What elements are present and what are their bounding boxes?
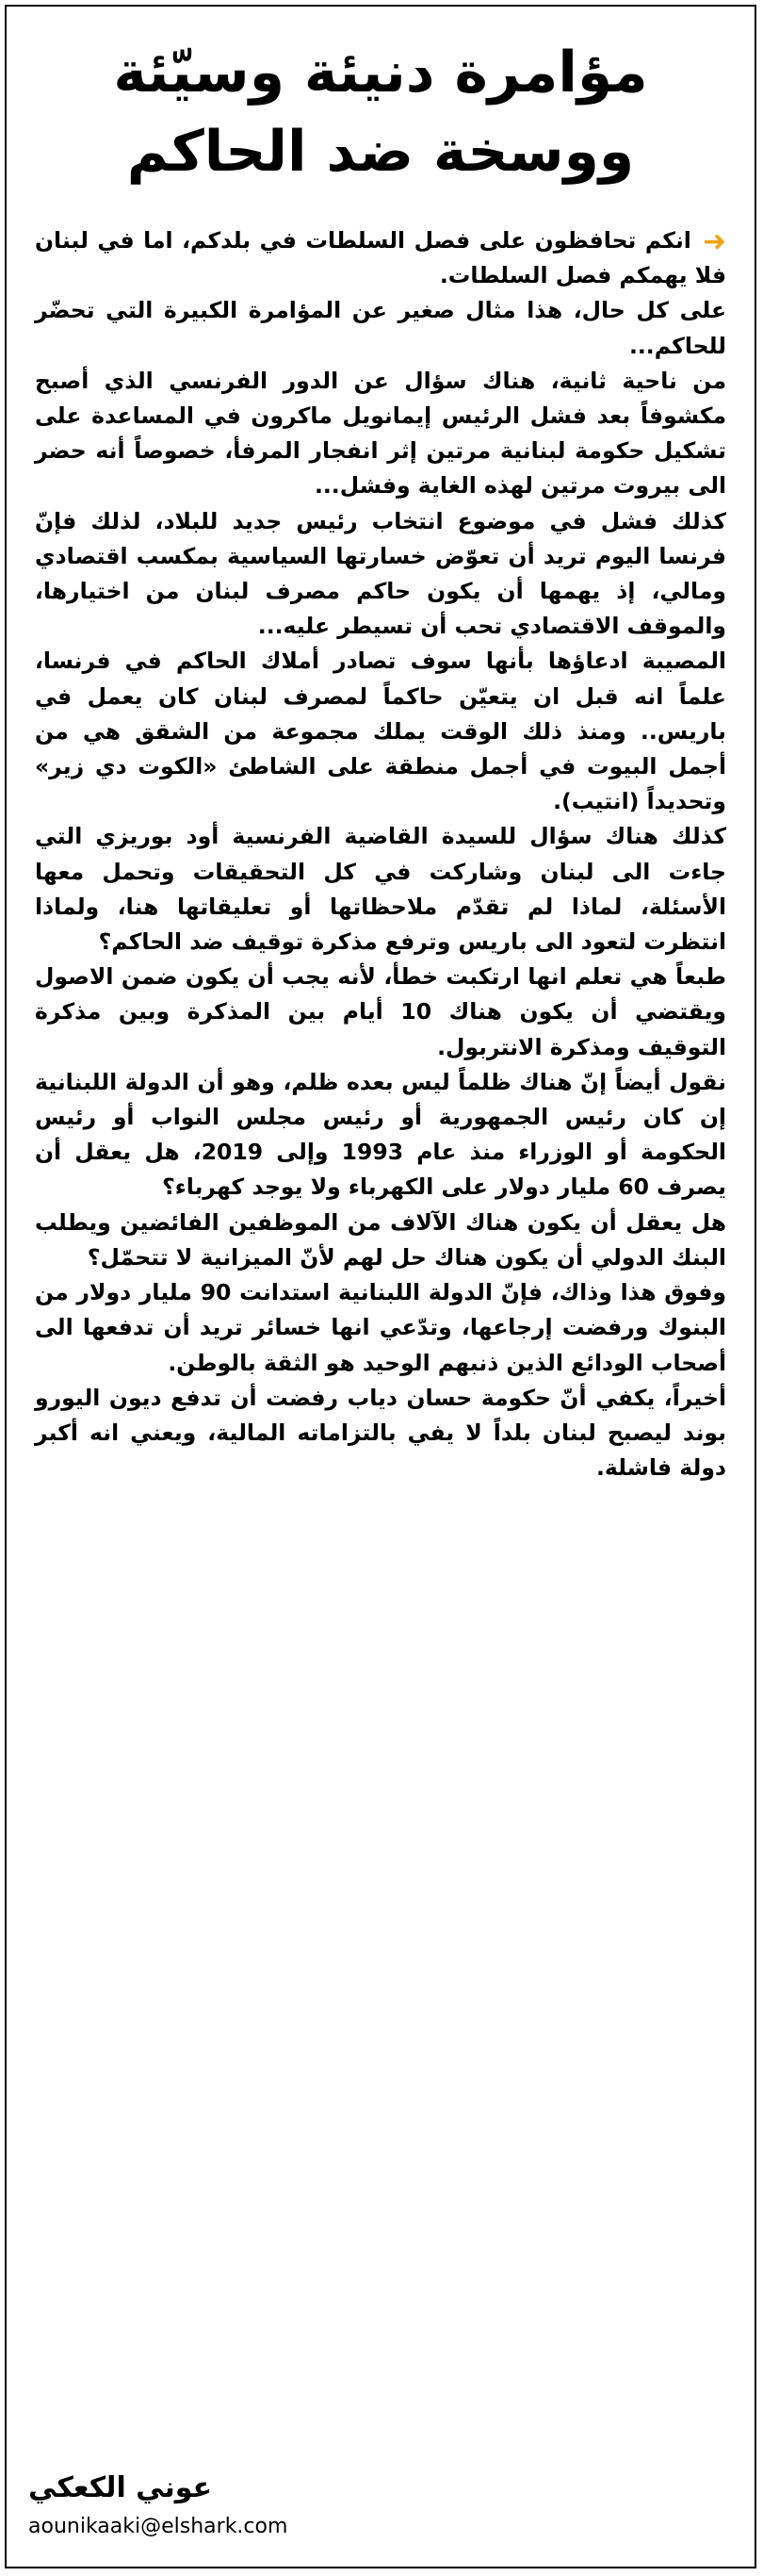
paragraph-text: انكم تحافظون على فصل السلطات في بلدكم، اما في لبنان فلا يهمكم فصل السلطات. [35,227,726,289]
paragraph-2: على كل حال، هذا مثال صغير عن المؤامرة الكبيرة التي تحضّر للحاكم... [35,297,726,359]
paragraph-3: من ناحية ثانية، هناك سؤال عن الدور الفرنسي الذي أصبح مكشوفاً بعد فشل الرئيس إيمانويل ماكرون في المساعدة على تشكيل حكومة لبنانية مرتين إثر انفجار المرفأ، خصوصاً أنه حضر الى بيروت مرتين لهذه الغاية وفشل... [35,367,726,500]
paragraph-10: وفوق هذا وذاك، فإنّ الدولة اللبنانية استدانت 90 مليار دولار من البنوك ورفضت إرجاعها، وتدّعي انها خسائر تريد أن تدفعها الى أصحاب الودائع الذين ذنبهم الوحيد هو الثقة بالوطن. [35,1279,727,1376]
paragraph-4: كذلك فشل في موضوع انتخاب رئيس جديد للبلاد، لذلك فإنّ فرنسا اليوم تريد أن تعوّض خسارتها السياسية بمكسب اقتصادي ومالي، إذ يهمها أن يكون حاكم مصرف لبنان من اختيارها، والموقف الاقتصادي تحب أن تسيطر عليه... [35,507,726,640]
paragraph-11: أخيراً، يكفي أنّ حكومة حسان دياب رفضت أن تدفع ديون اليورو بوند ليصبح لبنان بلداً لا يفي بالتزاماته المالية، ويعني انه أكبر دولة فاشلة. [35,1384,726,1482]
paragraph-7: طبعاً هي تعلم انها ارتكبت خطأ، لأنه يجب أن يكون ضمن الاصول ويقتضي أن يكون هناك 10 أيام بين المذكرة وبين مذكرة التوقيف ومذكرة الانتربول. [35,963,727,1060]
paragraph-9: هل يعقل أن يكون هناك الآلاف من الموظفين الفائضين ويطلب البنك الدولي أن يكون هناك حل لهم لأنّ الميزانية لا تتحمّل؟ [35,1208,726,1271]
arrow-icon: ➜ [702,224,726,258]
signature [28,2469,735,2543]
author-name: عوني الكعكي [28,2471,213,2504]
headline [35,33,726,191]
headline-line-2: ووسخة ضد الحاكم [126,119,635,185]
author-email: aounikaaki@elshark.com [28,2515,288,2538]
article-frame [5,5,756,2568]
paragraph-6: كذلك هناك سؤال للسيدة القاضية الفرنسية أود بوريزي التي جاءت الى لبنان وشاركت في كل التحقيقات وتحمل معها الأسئلة، لماذا لم تقدّم ملاحظاتها أو تعليقاتها هنا، ولماذا انتظرت لتعود الى باريس وترفع مذكرة توقيف ضد الحاكم؟ [35,823,726,956]
article-body [35,223,726,1485]
paragraph-8: نقول أيضاً إنّ هناك ظلماً ليس بعده ظلم، وهو أن الدولة اللبنانية إن كان رئيس الجمهورية أو رئيس مجلس النواب أو رئيس الحكومة أو الوزراء منذ عام 1993 وإلى 2019، هل يعقل أن يصرف 60 مليار دولار على الكهرباء ولا يوجد كهرباء؟ [35,1068,726,1201]
paragraph-5: المصيبة ادعاؤها بأنها سوف تصادر أملاك الحاكم في فرنسا، علماً انه قبل ان يتعيّن حاكماً لمصرف لبنان كان يعمل في باريس.. ومنذ ذلك الوقت يملك مجموعة من الشقق هي من أجمل البيوت في أجمل منطقة على الشاطئ «الكوت دي زير» وتحديداً (انتيب). [35,648,726,815]
headline-line-1: مؤامرة دنيئة وسيّئة [113,40,648,106]
paragraph-1 [35,223,726,293]
